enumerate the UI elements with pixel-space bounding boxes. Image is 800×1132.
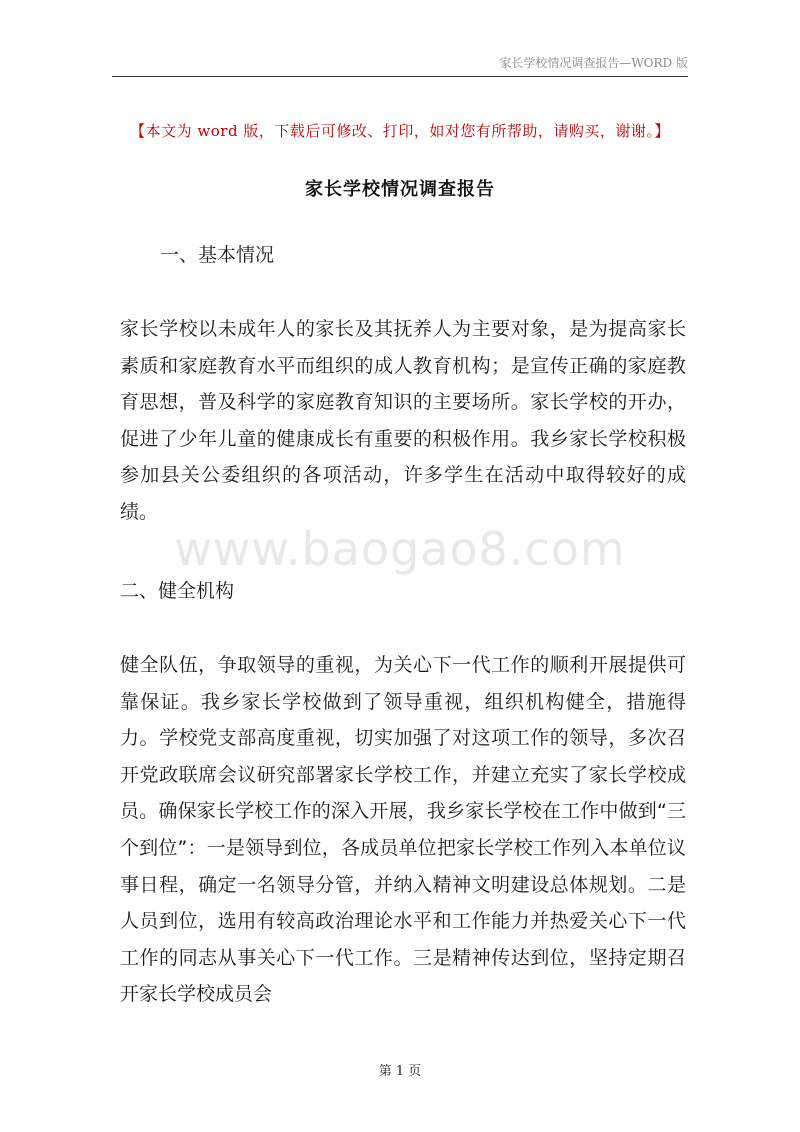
section-body-basic-info: 家长学校以未成年人的家长及其抚养人为主要对象，是为提高家长素质和家庭教育水平而组织的成人教育机构；是宣传正确的家庭教育思想，普及科学的家庭教育知识的主要场所。家长学校的开办，促进了少年儿童的健康成长有重要的积极作用。我乡家长学校积极参加县关公委组织的各项活动，许多学生在活动中取得较好的成绩。 xyxy=(120,318,686,523)
section-heading-basic-info: 一、基本情况 xyxy=(160,244,275,266)
section-body-organization: 健全队伍，争取领导的重视，为关心下一代工作的顺利开展提供可靠保证。我乡家长学校做到了领导重视，组织机构健全，措施得力。学校党支部高度重视，切实加强了对这项工作的领导，多次召开党政联席会议研究部署家长学校工作，并建立充实了家长学校成员。确保家长学校工作的深入开展，我乡家长学校在工作中做到“三个到位”：一是领导到位，各成员单位把家长学校工作列入本单位议事日程，确定一名领导分管，并纳入精神文明建设总体规划。二是人员到位，选用有较高政治理论水平和工作能力并热爱关心下一代工作的同志从事关心下一代工作。三是精神传达到位，坚持定期召开家长学校成员会 xyxy=(120,654,686,1006)
running-title: 家长学校情况调查报告—WORD 版 xyxy=(499,56,688,70)
document-title: 家长学校情况调查报告 xyxy=(305,179,495,200)
page-number: 第 1 页 xyxy=(378,1064,422,1079)
page-header xyxy=(112,52,688,77)
purchase-notice: 【本文为 word 版，下载后可修改、打印，如对您有所帮助，请购买，谢谢。】 xyxy=(130,122,670,140)
section-heading-organization: 二、健全机构 xyxy=(120,580,235,602)
watermark: www.baogao8.com xyxy=(174,522,626,576)
